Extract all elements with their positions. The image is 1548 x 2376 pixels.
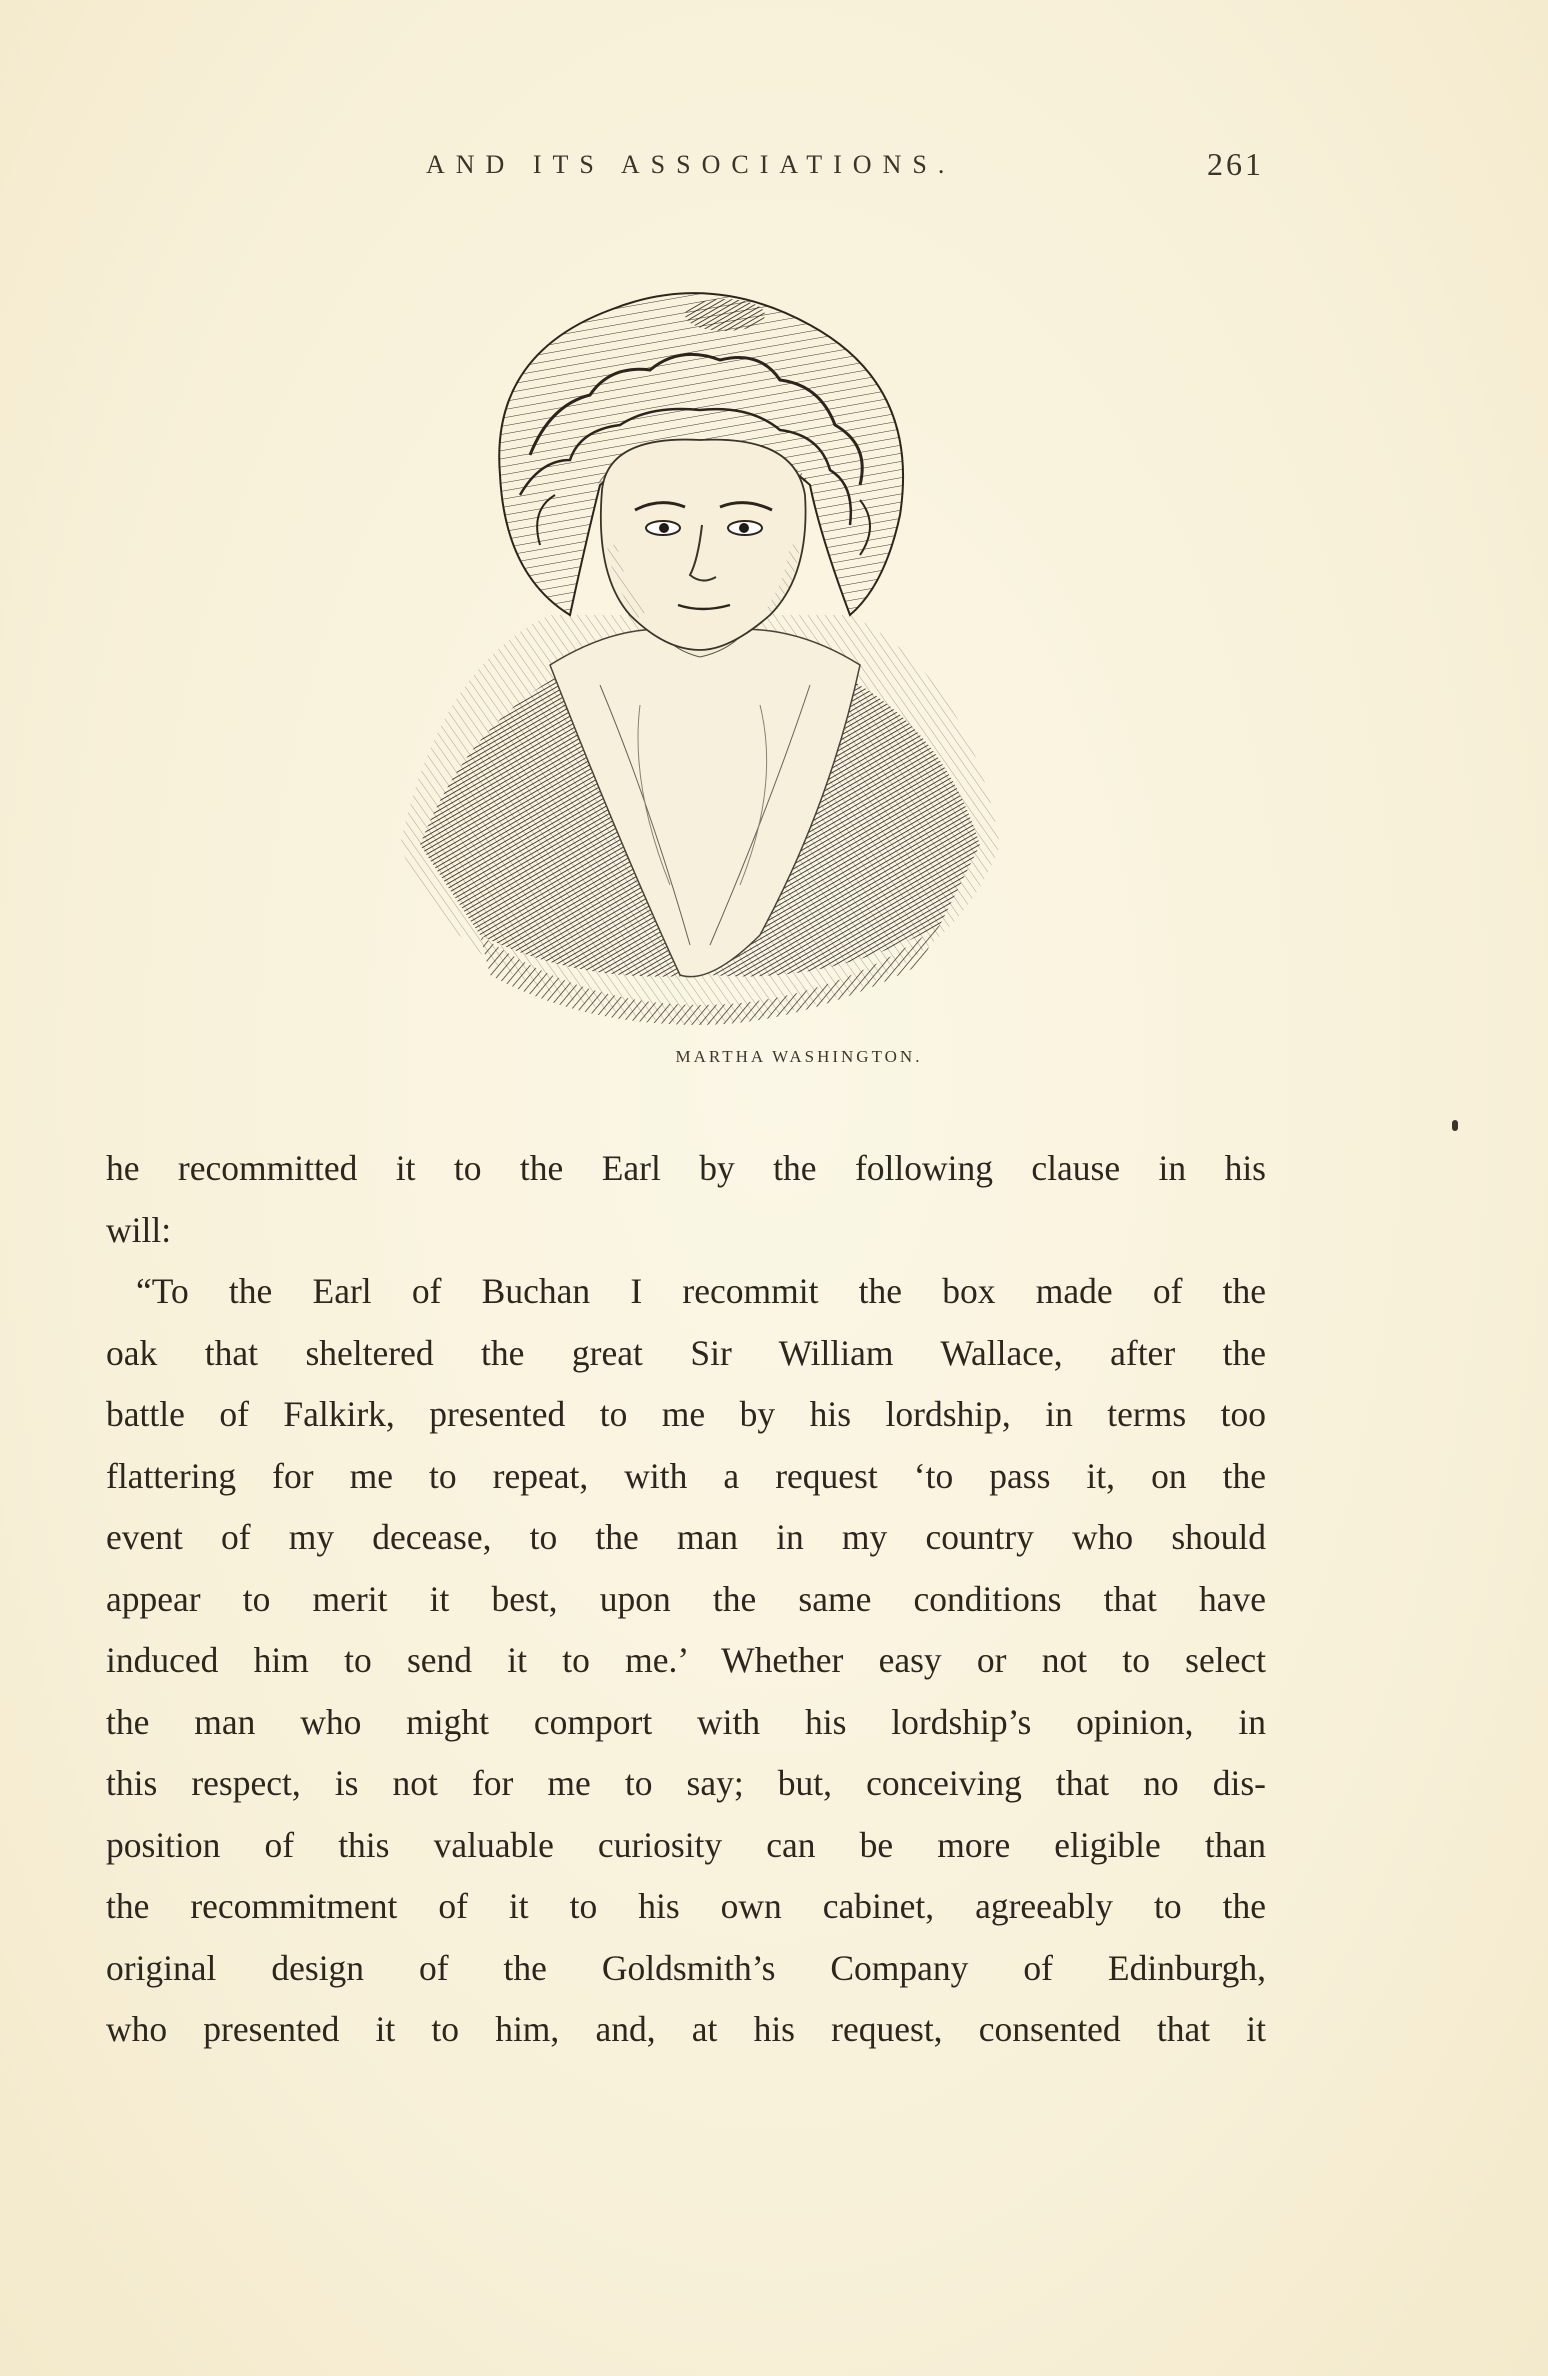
body-text xyxy=(106,1138,1266,2061)
text-line: the man who might comport with his lordship’s opinion, in xyxy=(106,1701,1266,1742)
running-head xyxy=(0,146,1548,190)
figure-caption: MARTHA WASHINGTON. xyxy=(675,1047,923,1066)
text-line: this respect, is not for me to say; but, conceiving that no dis- xyxy=(106,1763,1266,1803)
text-line: induced him to send it to me.’ Whether easy or not to select xyxy=(106,1640,1266,1680)
ink-speck xyxy=(1452,1120,1458,1131)
text-line: “To the Earl of Buchan I recommit the box made of the xyxy=(136,1271,1266,1311)
text-line: original design of the Goldsmith’s Company of Edinburgh, xyxy=(106,1947,1266,1988)
portrait-engraving xyxy=(380,285,1020,1025)
text-line: event of my decease, to the man in my country who should xyxy=(106,1517,1266,1557)
text-line: appear to merit it best, upon the same conditions that have xyxy=(106,1578,1266,1619)
text-line: oak that sheltered the great Sir William Wallace, after the xyxy=(106,1332,1266,1373)
text-line: will: xyxy=(106,1209,172,1250)
text-line: he recommitted it to the Earl by the following clause in his xyxy=(106,1148,1266,1188)
text-line: battle of Falkirk, presented to me by his lordship, in terms too xyxy=(106,1394,1266,1434)
running-title: AND ITS ASSOCIATIONS. xyxy=(426,150,956,179)
text-line: flattering for me to repeat, with a request ‘to pass it, on the xyxy=(106,1455,1266,1496)
text-line: the recommitment of it to his own cabinet, agreeably to the xyxy=(106,1886,1266,1926)
text-line: who presented it to him, and, at his request, consented that it xyxy=(106,2009,1266,2049)
page-number: 261 xyxy=(1207,146,1264,182)
text-line: position of this valuable curiosity can be more eligible than xyxy=(106,1824,1266,1865)
